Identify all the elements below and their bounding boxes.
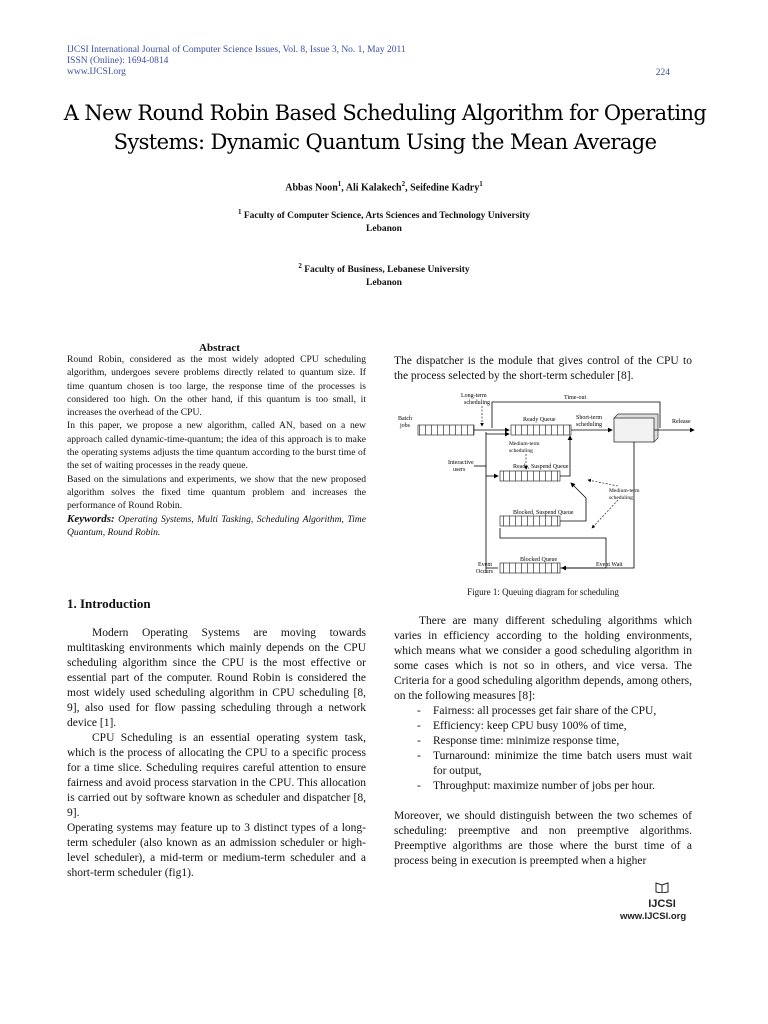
affiliation-1 xyxy=(0,206,768,236)
keywords-label: Keywords: xyxy=(67,512,115,525)
abstract-paragraph-2: In this paper, we propose a new algorithm, called AN, based on a new approach called dynamic-time-quantum; the idea of this approach is to make the operating systems adjusts the time quantum according to the burst time of the set of waiting processes in the ready queue. xyxy=(67,420,366,472)
label-medium-term-1: Medium-term xyxy=(509,441,540,447)
author-3-sup: 1 xyxy=(479,180,483,188)
authors: Abbas Noon$^1$, Ali Kalakech$^2$, Seifedine Kadry$^1$ xyxy=(285,180,483,194)
label-long-term-2: scheduling xyxy=(464,400,490,406)
label-ready-queue: Ready Queue xyxy=(523,417,556,423)
keywords-text: Operating Systems, Multi Tasking, Scheduling Algorithm, Time Quantum, Round Robin. xyxy=(67,513,366,538)
label-medium-term-2: scheduling xyxy=(509,448,533,454)
book-icon xyxy=(655,881,669,893)
affiliation-2-line2: Lebanon xyxy=(366,278,402,289)
intro-body xyxy=(67,626,366,881)
intro-paragraph-1: Modern Operating Systems are moving towards multitasking environments which mainly depends on the CPU scheduling algorithm since the CPU is the most effective or essential part of the computer. Round Robin is considered the most widely used scheduling algorithm in CPU scheduling [8, 9], also used for flow passing scheduling through a network device [1]. xyxy=(67,627,366,729)
blocked-suspend-queue xyxy=(500,516,560,526)
intro-paragraph-2: CPU Scheduling is an essential operating system task, which is the process of allocating the CPU to a specific process for a time slice. Scheduling requires careful attention to ensure fairness and avoid process starvation in the CPU. This allocation is carried out by software known as scheduler and dispatcher [8, 9]. xyxy=(67,732,366,819)
label-long-term-1: Long-term xyxy=(461,393,487,399)
site-url: www.IJCSI.org xyxy=(67,67,126,77)
intro-heading: 1. Introduction xyxy=(67,596,151,611)
keywords xyxy=(67,513,366,540)
label-batch-1: Batch xyxy=(398,416,412,422)
author-1-sup: 1 xyxy=(337,180,342,188)
processor-box xyxy=(614,418,654,442)
ready-suspend-queue xyxy=(500,471,560,481)
label-ready-suspend: Ready, Suspend Queue xyxy=(513,464,569,470)
batch-queue xyxy=(418,425,474,435)
title-line-2: Systems: Dynamic Quantum Using the Mean Average xyxy=(113,130,657,154)
label-release: Release xyxy=(672,419,691,425)
label-short-term-1: Short-term xyxy=(576,415,602,421)
author-2-sup: 2 xyxy=(401,180,406,188)
author-3: Seifedine Kadry xyxy=(410,182,480,194)
issn: ISSN (Online): 1694-0814 xyxy=(67,56,169,66)
affiliation-2-sup: 2 xyxy=(298,262,302,270)
right-body xyxy=(394,614,692,869)
journal-header: IJCSI International Journal of Computer Science Issues, Vol. 8, Issue 3, No. 1, May 2011 xyxy=(67,45,406,55)
criteria-item: - Turnaround: minimize the time batch users must wait for output, xyxy=(417,749,692,779)
label-blocked-queue: Blocked Queue xyxy=(520,557,558,563)
abstract-heading: Abstract xyxy=(199,342,240,354)
affiliation-2-line1: Faculty of Business, Lebanese University xyxy=(304,265,470,276)
criteria-item: - Response time: minimize response time, xyxy=(417,734,692,749)
ready-queue xyxy=(511,425,571,435)
title-line-1: A New Round Robin Based Scheduling Algorithm for Operating xyxy=(63,101,707,125)
affiliation-1-sup: 1 xyxy=(237,208,242,216)
author-2: Ali Kalakech xyxy=(345,182,402,194)
label-interactive-1: Interactive xyxy=(448,460,474,466)
affiliation-1-line1: Faculty of Computer Science, Arts Sciences and Technology University xyxy=(243,211,530,222)
criteria-item: - Fairness: all processes get fair share of the CPU, xyxy=(417,704,692,719)
criteria-item: - Efficiency: keep CPU busy 100% of time, xyxy=(417,719,692,734)
abstract-body xyxy=(67,353,366,539)
label-event-wait: Event Wait xyxy=(596,562,623,568)
label-medium-term-r1: Medium-term xyxy=(609,488,640,494)
blocked-queue xyxy=(500,563,560,573)
page-number: 224 xyxy=(655,68,670,78)
label-blocked-suspend: Blocked, Suspend Queue xyxy=(513,510,574,516)
label-event-occurs-1: Event xyxy=(478,562,492,568)
label-event-occurs-2: Occurs xyxy=(476,569,493,575)
schemes-paragraph: Moreover, we should distinguish between the two schemes of scheduling: preemptive and non preemptive algorithms. Preemptive algorithms are those where the burst time of a process being in execution is preempted when a higher xyxy=(394,810,692,867)
criteria-list xyxy=(394,704,692,794)
intro-paragraph-3: Operating systems may feature up to 3 distinct types of a long-term scheduler (also known as an admission scheduler or high-level scheduler), a mid-term or medium-term scheduler and a short-term scheduler (fig1). xyxy=(67,822,366,879)
criteria-intro-paragraph: There are many different scheduling algorithms which varies in efficiency according to the holding environments, which means what we consider a good scheduling algorithm in some cases which is not so in others, and vice versa. The Criteria for a good scheduling algorithm depends, among others, on the following measures [8]: xyxy=(394,615,692,702)
figure-caption: Figure 1: Queuing diagram for scheduling xyxy=(467,587,619,597)
logo-url: www.IJCSI.org xyxy=(620,911,687,922)
abstract-paragraph-1: Round Robin, considered as the most widely adopted CPU scheduling algorithm, undergoes severe problems directly related to quantum size. If time quantum chosen is too large, the response time of the processes is considered too high. On the other hand, if this quantum is too small, it increases the overhead of the CPU. xyxy=(67,354,366,419)
label-short-term-2: scheduling xyxy=(576,422,602,428)
affiliation-2 xyxy=(0,260,768,290)
dispatcher-paragraph: The dispatcher is the module that gives control of the CPU to the process selected by the short-term scheduler [8]. xyxy=(394,355,692,382)
ijcsi-logo xyxy=(622,880,702,910)
queuing-diagram xyxy=(396,388,696,580)
affiliation-1-line2: Lebanon xyxy=(366,224,402,235)
author-1: Abbas Noon xyxy=(285,182,338,194)
label-time-out: Time-out xyxy=(564,395,587,401)
label-batch-2: jobs xyxy=(400,423,411,429)
paper-title xyxy=(40,99,730,157)
abstract-paragraph-3: Based on the simulations and experiments, we show that the new proposed algorithm solves the fixed time quantum problem and increases the performance of Round Robin. xyxy=(67,473,366,512)
label-medium-term-r2: scheduling xyxy=(609,495,633,501)
label-interactive-2: users xyxy=(453,467,466,473)
criteria-item: - Throughput: maximize number of jobs per hour. xyxy=(417,779,692,794)
logo-name: IJCSI xyxy=(648,898,676,910)
